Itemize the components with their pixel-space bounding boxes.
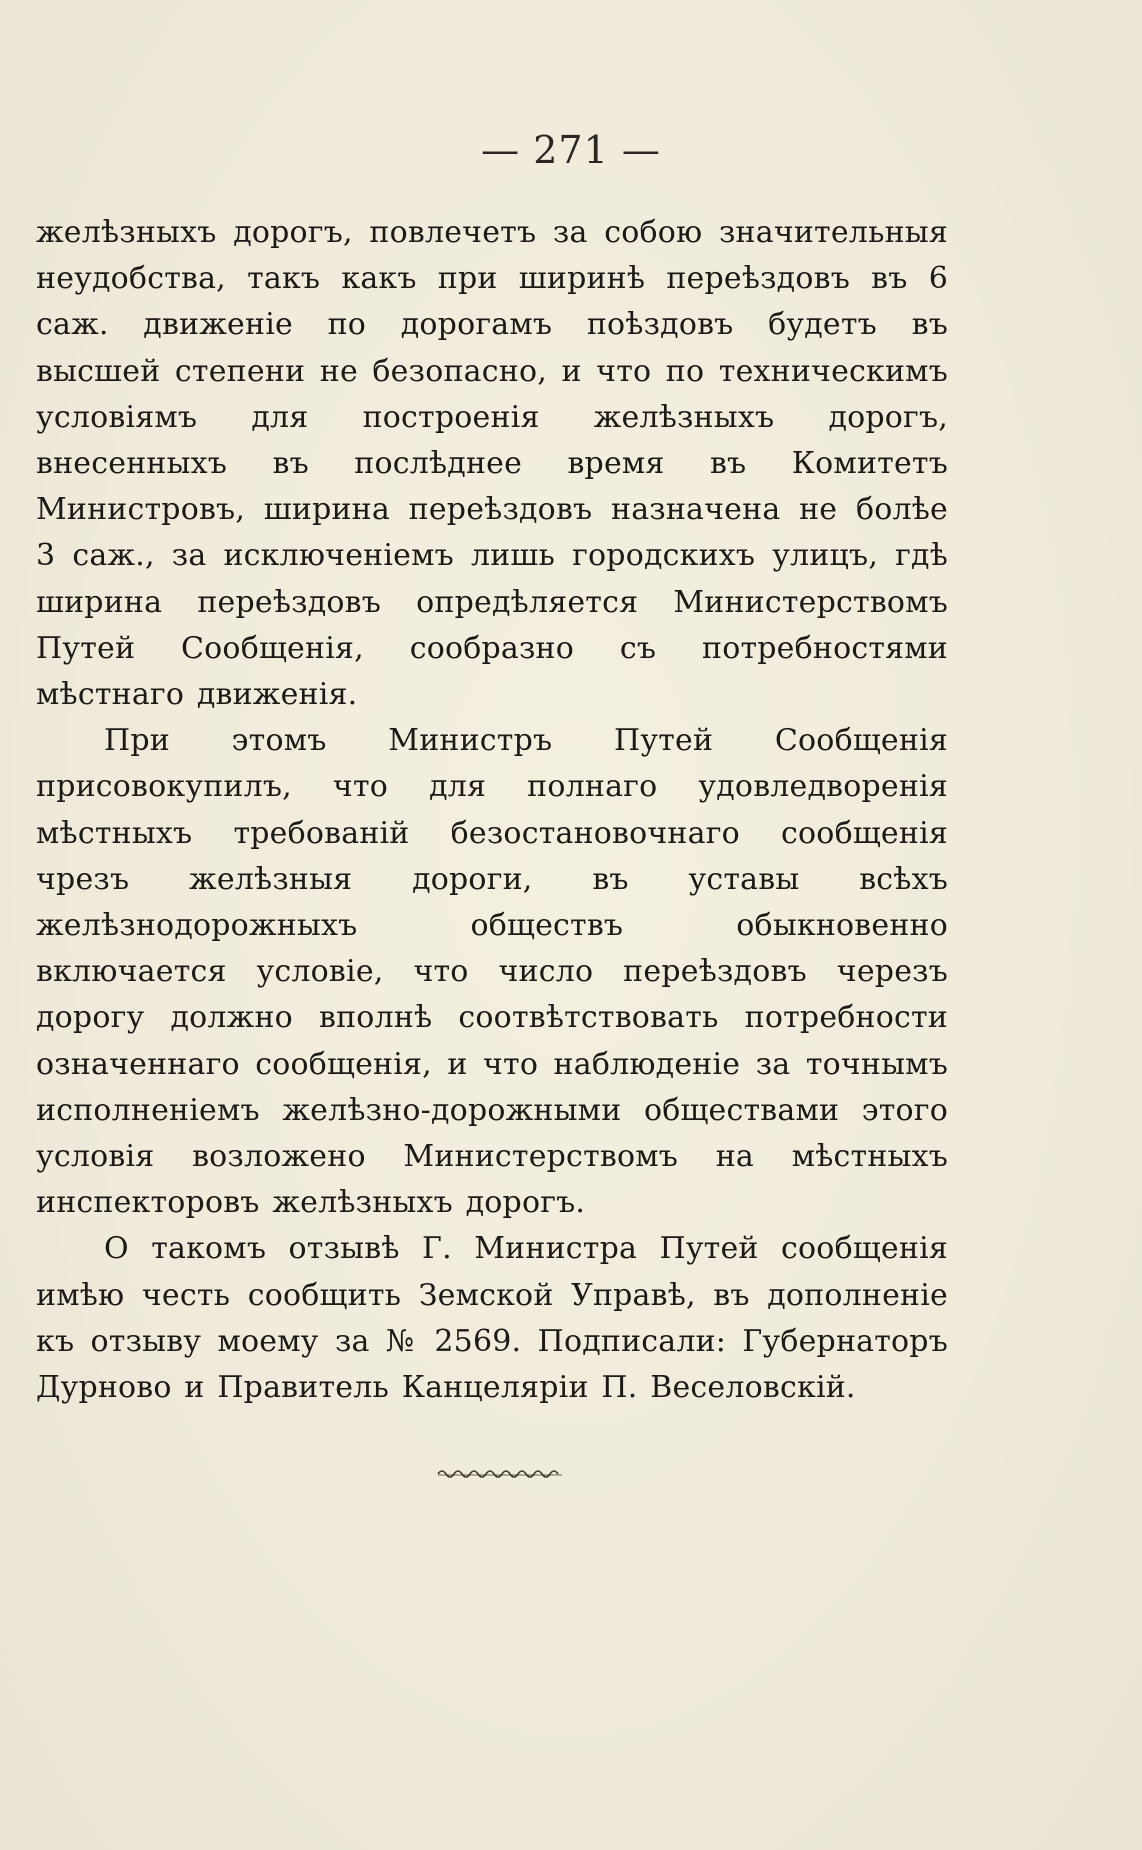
paragraph-3: О такомъ отзывѣ Г. Министра Путей сообщенія имѣю честь сообщить Земской Управѣ, въ дополненіе къ отзыву моему за № 2569. Подписали: Губернаторъ Дурново и Правитель Канцеляріи П. Веселовскій. [36,1231,948,1406]
page-number: — 271 — [481,128,661,172]
ornament-divider [436,1466,564,1482]
paragraph-1: желѣзныхъ дорогъ, повлечетъ за собою значительныя неудобства, такъ какъ при ширинѣ переѣздовъ въ 6 саж. движеніе по дорогамъ поѣздовъ будетъ въ высшей степени не безопасно, и что по техническимъ условіямъ для построенія желѣзныхъ дорогъ, внесенныхъ въ послѣднее время въ Комитетъ Министровъ, ширина переѣздовъ назначена не болѣе 3 саж., за исключеніемъ лишь городскихъ улицъ, гдѣ ширина переѣздовъ опредѣляется Министерствомъ Путей Сообщенія, сообразно съ потребностями мѣстнаго движенія. [36,215,948,713]
wavy-rule-icon [436,1466,564,1482]
paragraph-2: При этомъ Министръ Путей Сообщенія присовокупилъ, что для полнаго удовледворенія мѣстныхъ требованій безостановочнаго сообщенія чрезъ желѣзныя дороги, въ уставы всѣхъ желѣзнодорожныхъ обществъ обыкновенно включается условіе, что число переѣздовъ черезъ дорогу должно вполнѣ соотвѣтствовать потребности означеннаго сообщенія, и что наблюденіе за точнымъ исполненіемъ желѣзно-дорожными обществами этого условія возложено Министерствомъ на мѣстныхъ инспекторовъ желѣзныхъ дорогъ. [36,723,948,1221]
body-text [36,210,948,1411]
